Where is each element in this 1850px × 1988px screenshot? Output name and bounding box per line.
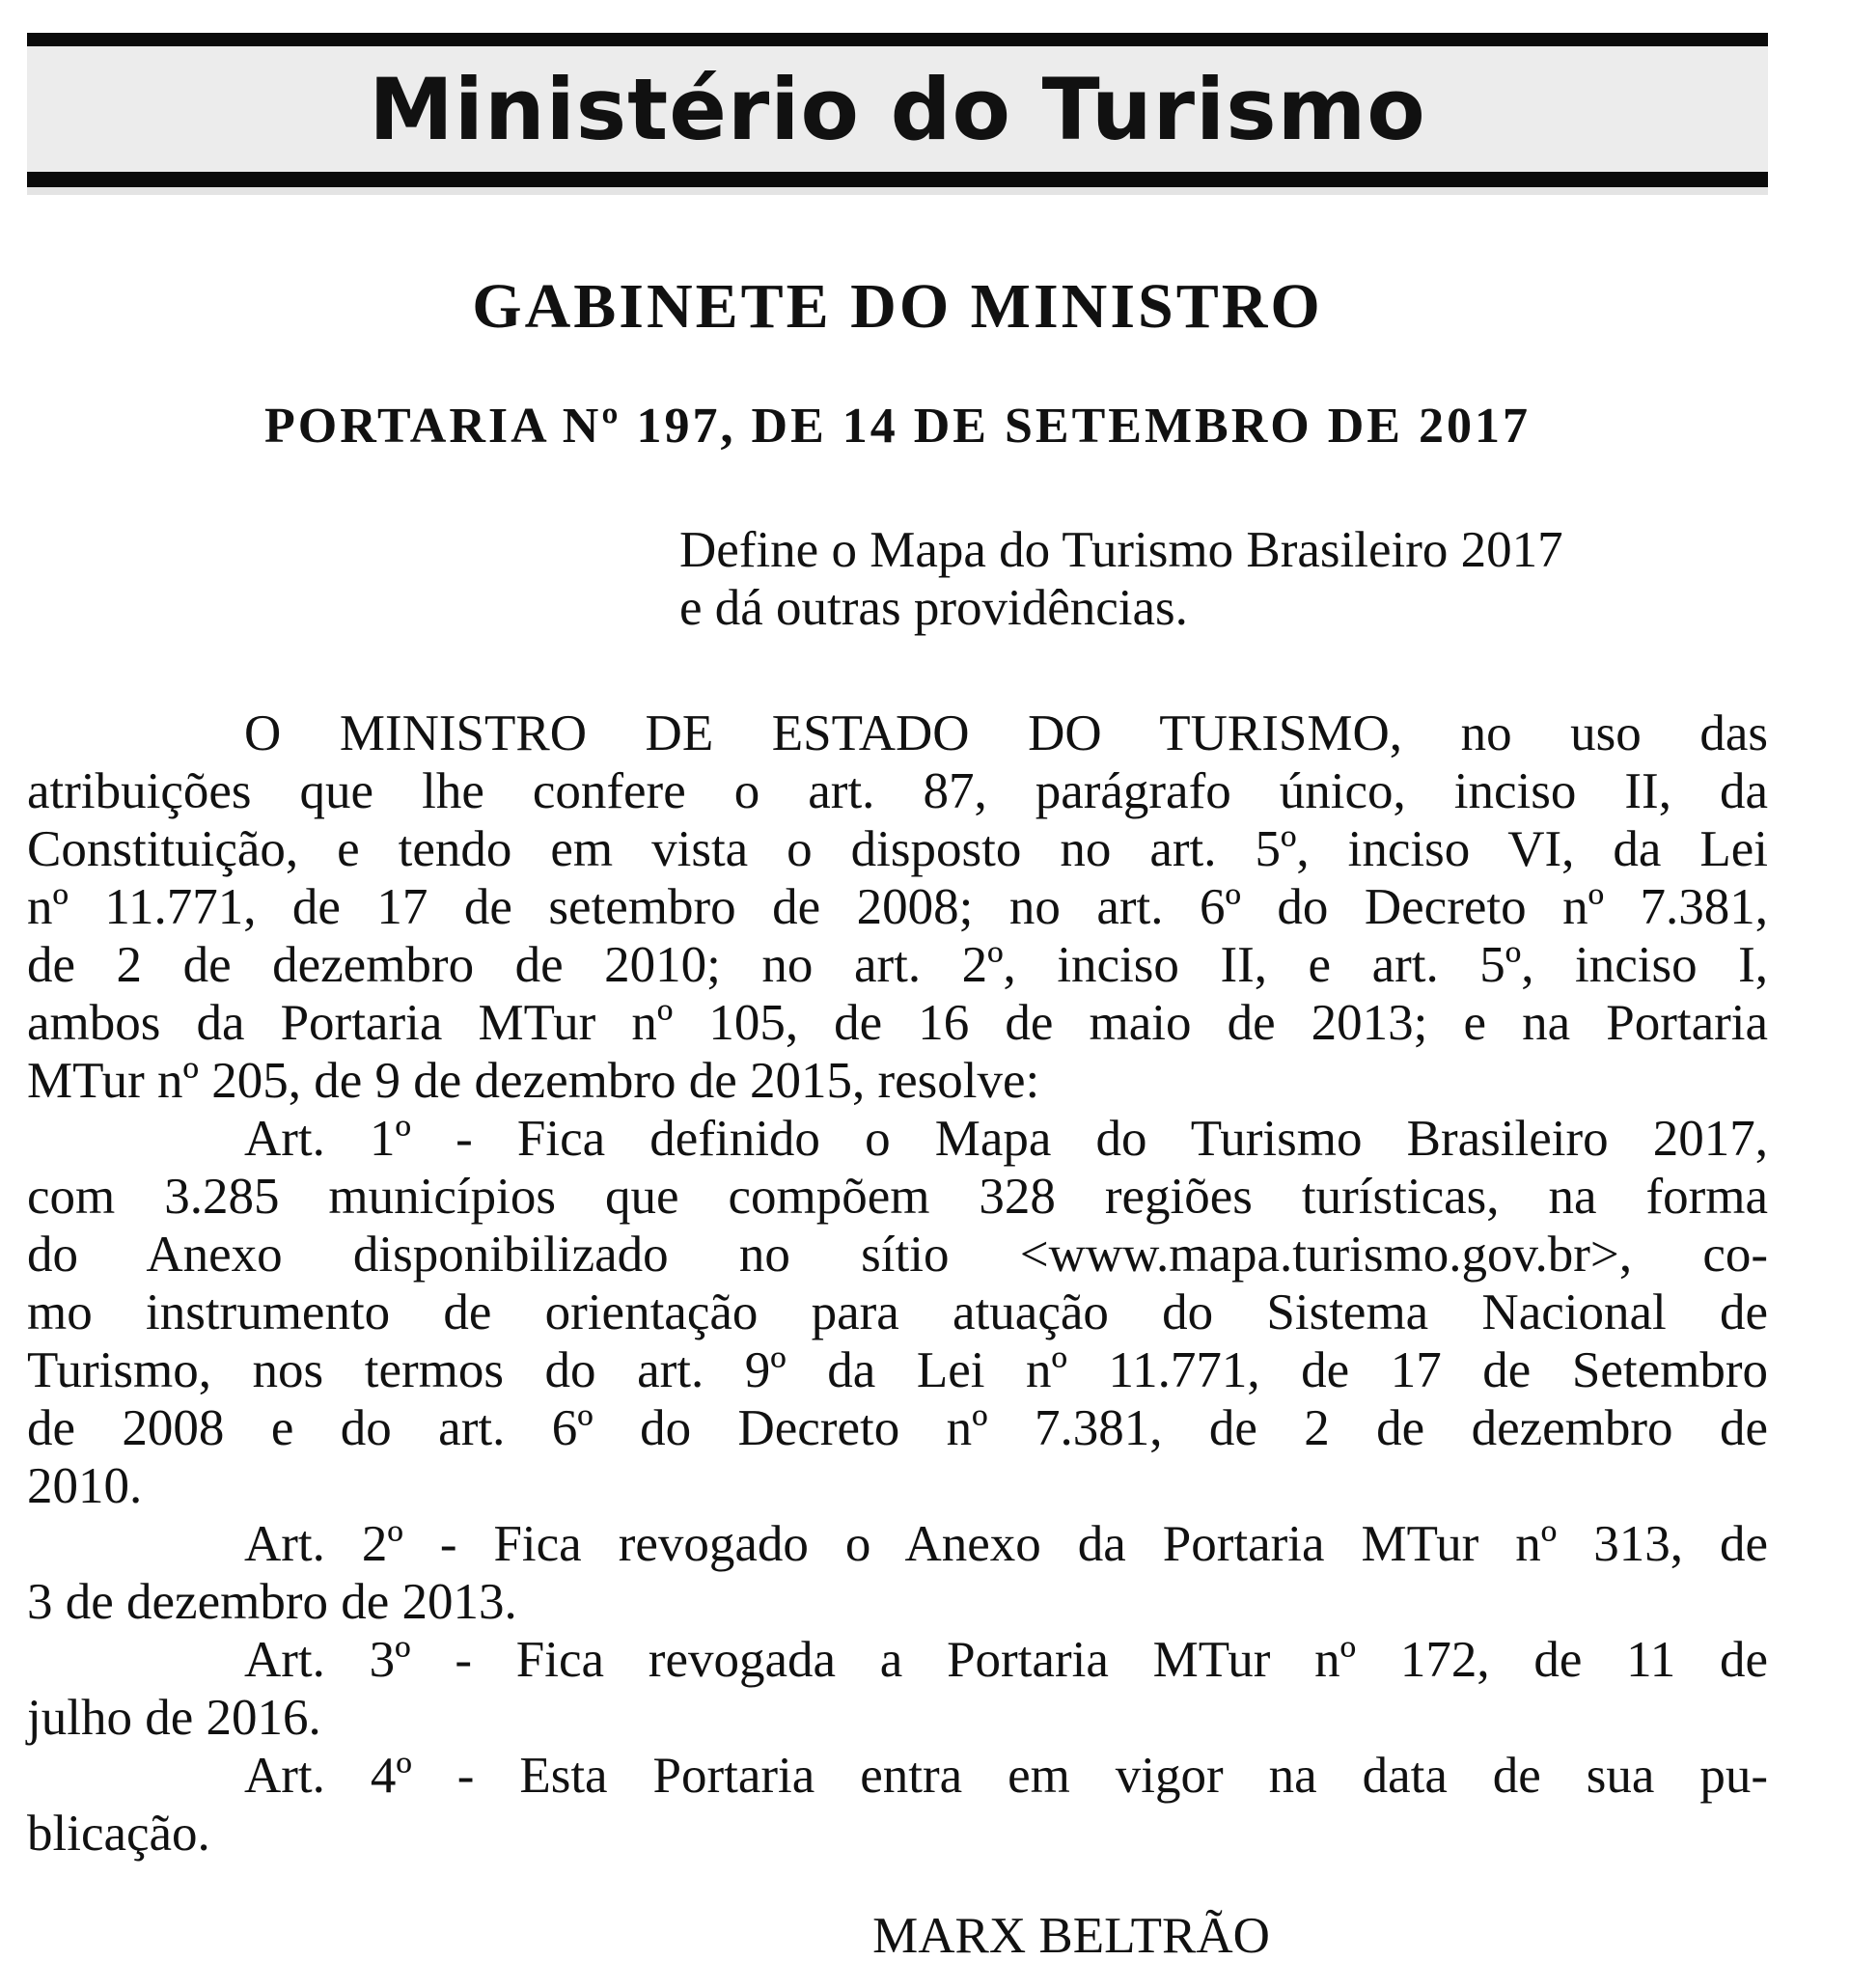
- ordinance-body: [27, 704, 1768, 1863]
- text-line: O MINISTRO DE ESTADO DO TURISMO, no uso das: [244, 705, 1768, 761]
- text-line: Constituição, e tendo em vista o disposto no art. 5º, inciso VI, da Lei: [27, 821, 1768, 877]
- article-3-paragraph: [27, 1631, 1768, 1747]
- text-line: julho de 2016.: [27, 1690, 321, 1746]
- ministry-header-band: [27, 27, 1768, 191]
- text-line: atribuições que lhe confere o art. 87, parágrafo único, inciso II, da: [27, 763, 1768, 819]
- summary-line: Define o Mapa do Turismo Brasileiro 2017: [679, 522, 1563, 578]
- text-line: de 2 de dezembro de 2010; no art. 2º, inciso II, e art. 5º, inciso I,: [27, 937, 1768, 993]
- text-line: 2010.: [27, 1458, 143, 1514]
- text-line: Turismo, nos termos do art. 9º da Lei nº 11.771, de 17 de Setembro: [27, 1342, 1768, 1398]
- text-line: Art. 3º - Fica revogada a Portaria MTur nº 172, de 11 de: [244, 1632, 1768, 1688]
- text-line: ambos da Portaria MTur nº 105, de 16 de maio de 2013; e na Portaria: [27, 995, 1768, 1051]
- header-bottom-rule: [27, 172, 1768, 187]
- signatory-name: MARX BELTRÃO: [872, 1908, 1270, 1964]
- text-line: Art. 1º - Fica definido o Mapa do Turismo Brasileiro 2017,: [244, 1111, 1768, 1167]
- text-line: MTur nº 205, de 9 de dezembro de 2015, resolve:: [27, 1053, 1040, 1109]
- article-1-paragraph: [27, 1110, 1768, 1515]
- article-2-paragraph: [27, 1515, 1768, 1631]
- ordinance-title: PORTARIA Nº 197, DE 14 DE SETEMBRO DE 2017: [264, 399, 1531, 454]
- section-title: GABINETE DO MINISTRO: [472, 271, 1323, 342]
- ministry-title: Ministério do Turismo: [369, 60, 1426, 159]
- text-line: Art. 4º - Esta Portaria entra em vigor na data de sua pu-: [244, 1748, 1768, 1804]
- text-line: 3 de dezembro de 2013.: [27, 1574, 517, 1630]
- text-line: de 2008 e do art. 6º do Decreto nº 7.381, de 2 de dezembro de: [27, 1400, 1768, 1456]
- text-line: mo instrumento de orientação para atuação do Sistema Nacional de: [27, 1284, 1768, 1340]
- ordinance-summary: [679, 521, 1768, 637]
- text-line: blicação.: [27, 1806, 210, 1862]
- article-4-paragraph: [27, 1747, 1768, 1863]
- header-top-rule: [27, 33, 1768, 46]
- header-shadow: [27, 187, 1768, 195]
- text-line: do Anexo disponibilizado no sítio <www.mapa.turismo.gov.br>, co-: [27, 1227, 1768, 1283]
- preamble-paragraph: [27, 704, 1768, 1110]
- summary-line: e dá outras providências.: [679, 580, 1188, 636]
- text-line: com 3.285 municípios que compõem 328 regiões turísticas, na forma: [27, 1169, 1768, 1225]
- text-line: Art. 2º - Fica revogado o Anexo da Portaria MTur nº 313, de: [244, 1516, 1768, 1572]
- text-line: nº 11.771, de 17 de setembro de 2008; no art. 6º do Decreto nº 7.381,: [27, 879, 1768, 935]
